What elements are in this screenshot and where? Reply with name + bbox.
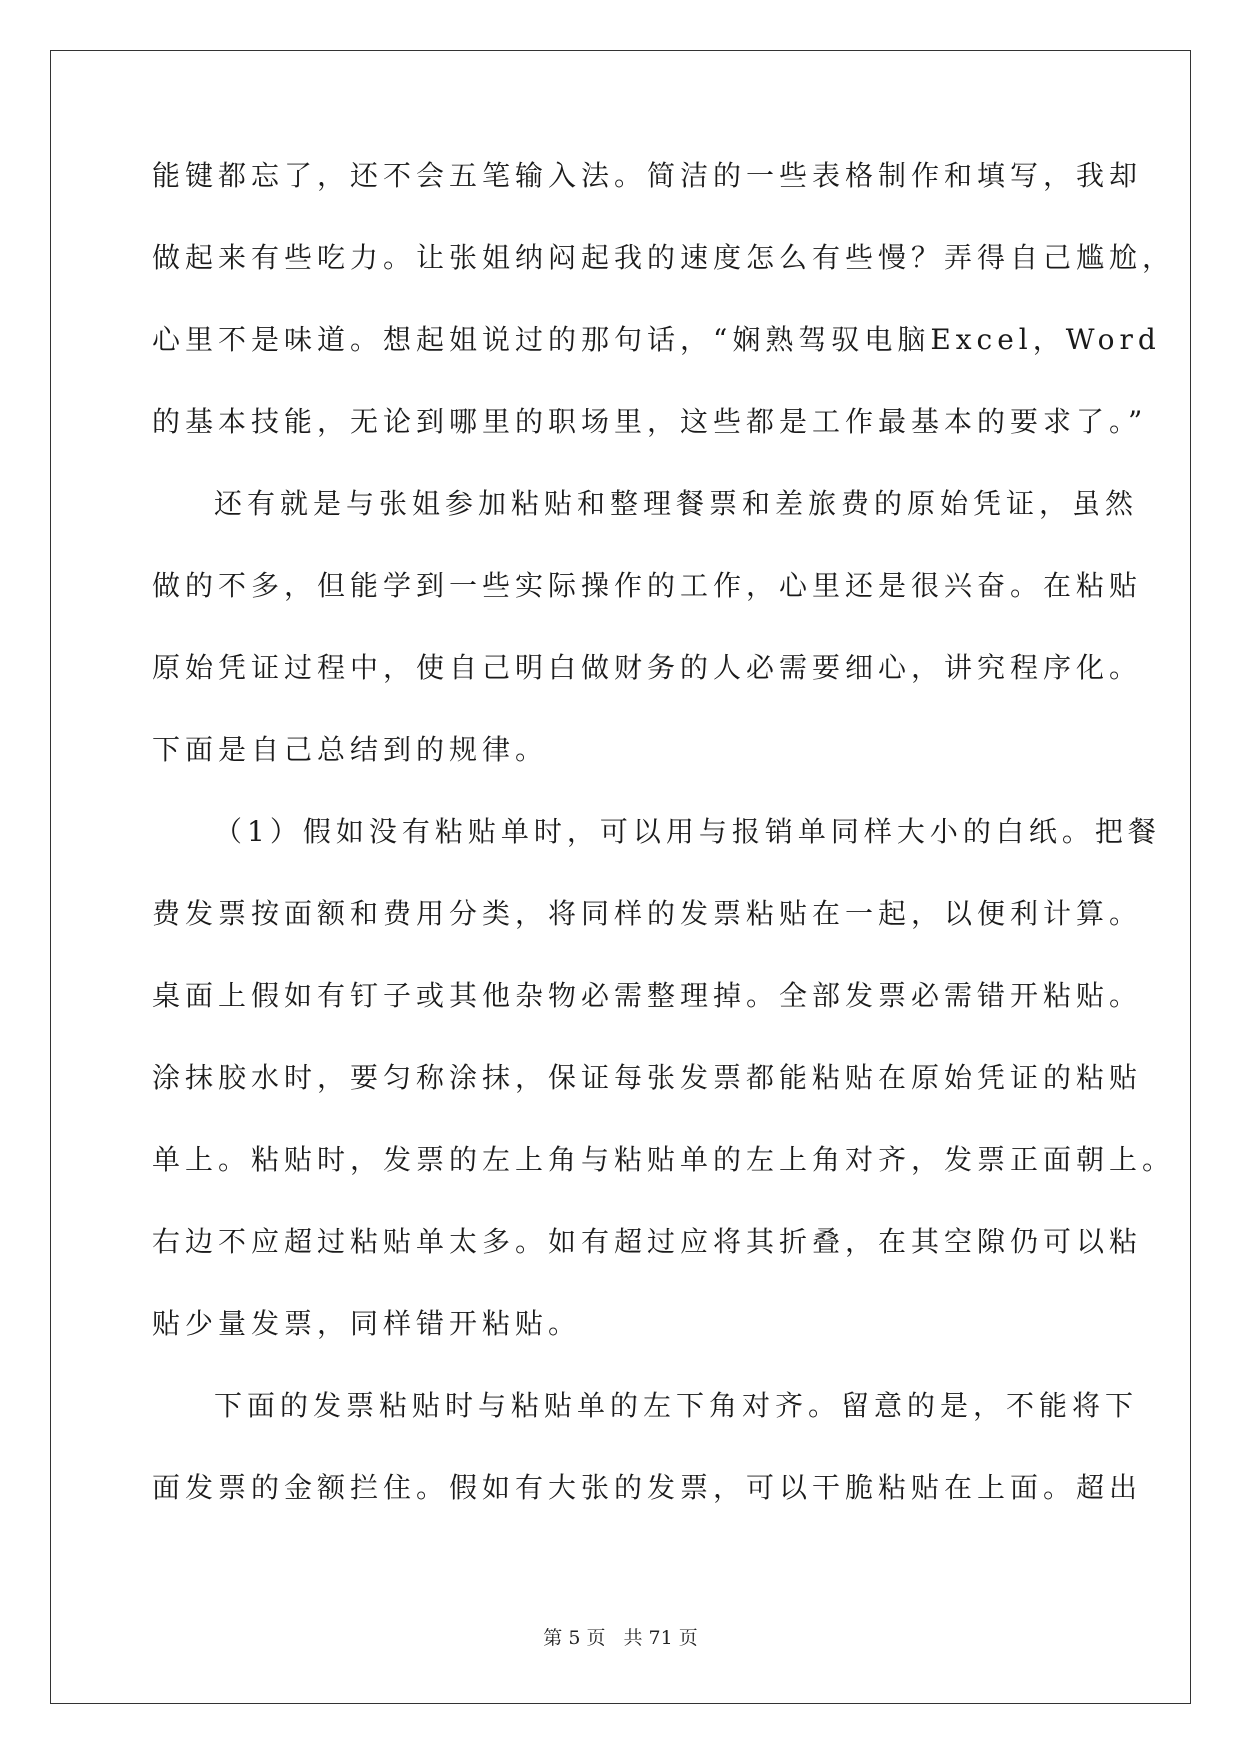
text-line: 做的不多，但能学到一些实际操作的工作，心里还是很兴奋。在粘贴 — [152, 569, 1143, 602]
text-line: 的基本技能，无论到哪里的职场里，这些都是工作最基本的要求了。” — [152, 405, 1148, 438]
text-line: 面发票的金额拦住。假如有大张的发票，可以干脆粘贴在上面。超出 — [152, 1471, 1143, 1504]
text-line: 右边不应超过粘贴单太多。如有超过应将其折叠，在其空隙仍可以粘 — [152, 1225, 1143, 1258]
text-line: 心里不是味道。想起姐说过的那句话，“娴熟驾驭电脑Excel，Word — [152, 323, 1161, 356]
text-line: 单上。粘贴时，发票的左上角与粘贴单的左上角对齐，发票正面朝上。 — [152, 1143, 1176, 1176]
text-line: 做起来有些吃力。让张姐纳闷起我的速度怎么有些慢？弄得自己尴尬， — [152, 241, 1176, 274]
paragraph-first-line: 还有就是与张姐参加粘贴和整理餐票和差旅费的原始凭证，虽然 — [214, 487, 1139, 520]
text-line: 涂抹胶水时，要匀称涂抹，保证每张发票都能粘贴在原始凭证的粘贴 — [152, 1061, 1143, 1094]
text-line: 贴少量发票，同样错开粘贴。 — [152, 1307, 582, 1340]
text-line: 下面是自己总结到的规律。 — [152, 733, 549, 766]
page-number: 第 5 页 — [543, 1627, 606, 1649]
text-line: 能键都忘了，还不会五笔输入法。简洁的一些表格制作和填写，我却 — [152, 159, 1143, 192]
page-footer — [0, 1623, 1241, 1650]
total-pages: 共 71 页 — [623, 1627, 698, 1649]
text-line: 桌面上假如有钉子或其他杂物必需整理掉。全部发票必需错开粘贴。 — [152, 979, 1143, 1012]
document-body — [152, 158, 1176, 1552]
paragraph-first-line: 下面的发票粘贴时与粘贴单的左下角对齐。留意的是，不能将下 — [214, 1389, 1139, 1422]
text-line: 费发票按面额和费用分类，将同样的发票粘贴在一起，以便利计算。 — [152, 897, 1143, 930]
text-line: 原始凭证过程中，使自己明白做财务的人必需要细心，讲究程序化。 — [152, 651, 1143, 684]
paragraph-first-line: （1）假如没有粘贴单时，可以用与报销单同样大小的白纸。把餐 — [214, 815, 1161, 848]
